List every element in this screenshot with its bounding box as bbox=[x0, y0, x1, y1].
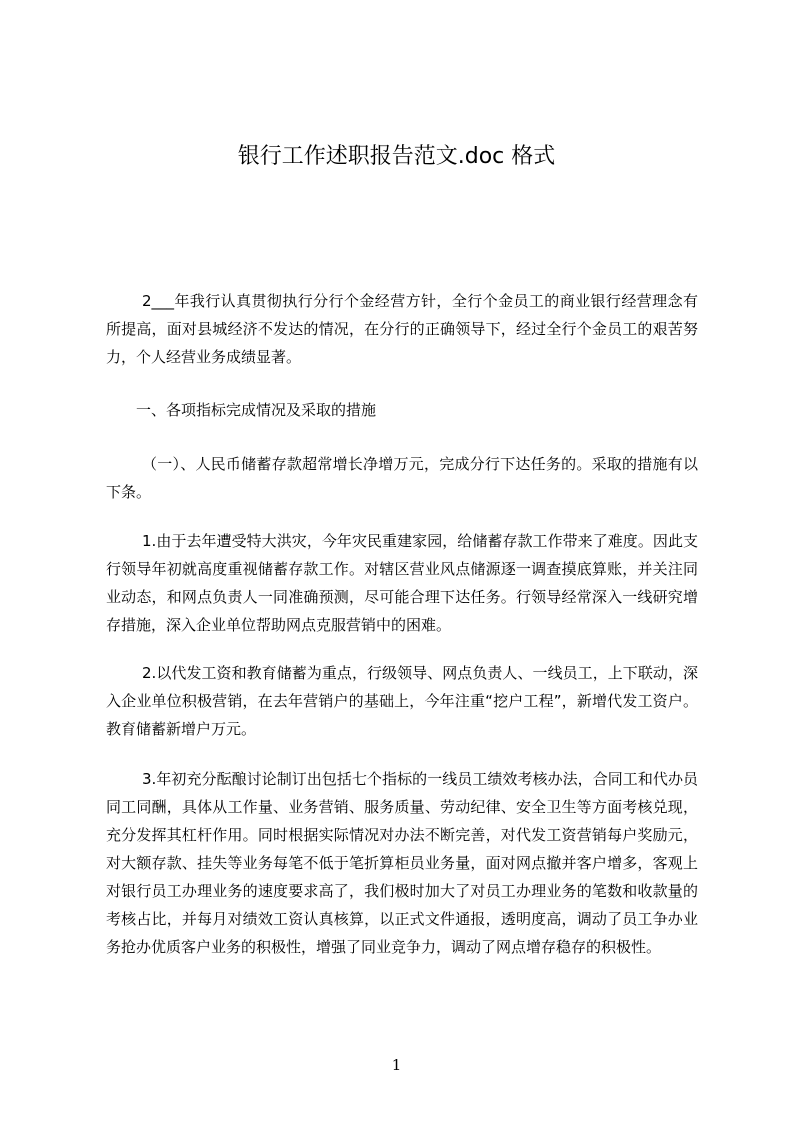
subsection-heading: （一）、人民币储蓄存款超常增长净增万元，完成分行下达任务的。采取的措施有以下条。 bbox=[106, 455, 698, 501]
document-title: 银行工作述职报告范文.doc 格式 bbox=[237, 144, 556, 169]
paragraph-item-3: 3.年初充分酝酿讨论制订出包括七个指标的一线员工绩效考核办法，合同工和代办员同工同酬，具体从工作量、业务营销、服务质量、劳动纪律、安全卫生等方面考核兑现，充分发挥其杠杆作用。同时根据实际情况对办法不断完善，对代发工资营销每户奖励元，对大额存款、挂失等业务每笔不低于笔折算柜员业务量，面对网点撤并客户增多，客观上对银行员工办理业务的速度要求高了，我们极时加大了对员工办理业务的笔数和收款量的考核占比，并每月对绩效工资认真核算，以正式文件通报，透明度高，调动了员工争办业务抢办优质客户业务的积极性，增强了同业竞争力，调动了网点增存稳存的积极性。 bbox=[106, 770, 698, 956]
paragraph-item-2: 2.以代发工资和教育储蓄为重点，行级领导、网点负责人、一线员工，上下联动，深入企业单位积极营销，在去年营销户的基础上，今年注重“挖户工程”，新增代发工资户。教育储蓄新增户万元。 bbox=[106, 664, 698, 738]
section-heading: 一、各项指标完成情况及采取的措施 bbox=[136, 401, 377, 419]
paragraph-item-1: 1.由于去年遭受特大洪灾，今年灾民重建家园，给储蓄存款工作带来了难度。因此支行领导年初就高度重视储蓄存款工作。对辖区营业风点储源逐一调查摸底算账，并关注同业动态，和网点负责人一同准确预测，尽可能合理下达任务。行领导经常深入一线研究增存措施，深入企业单位帮助网点克服营销中的困难。 bbox=[106, 532, 698, 634]
paragraph-intro: 2___年我行认真贯彻执行分行个金经营方针，全行个金员工的商业银行经营理念有所提高，面对县城经济不发达的情况，在分行的正确领导下，经过全行个金员工的艰苦努力，个人经营业务成绩显著。 bbox=[106, 292, 698, 366]
page-number: 1 bbox=[391, 1056, 402, 1074]
